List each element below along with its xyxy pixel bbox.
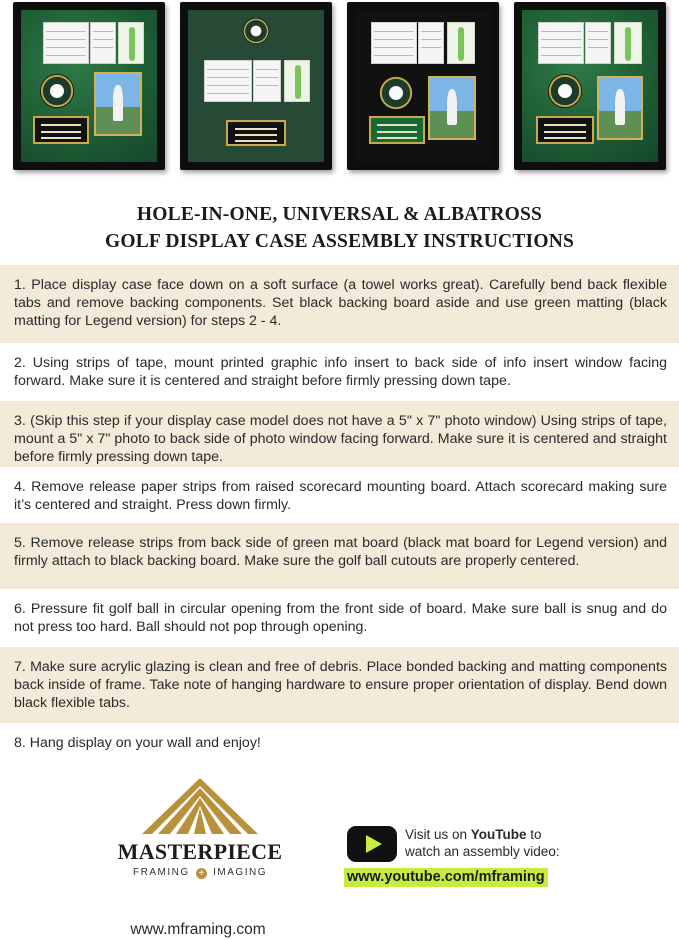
step-1: 1. Place display case face down on a soft surface (a towel works great). Carefully bend back flexible tabs and remove backing components. Set black backing board aside and use green matting (black matting for Legend version) for steps 2 - 4. [0, 265, 679, 343]
step-2: 2. Using strips of tape, mount printed graphic info insert to back side of info insert window facing forward. Make sure it is centered and straight before firmly pressing down tape. [14, 355, 667, 389]
pyramid-icon [112, 776, 288, 838]
page-title [0, 201, 679, 255]
youtube-brand: YouTube [470, 827, 527, 842]
step-4: 4. Remove release paper strips from raised scorecard mounting board. Attach scorecard making sure it’s centered and straight. Press down firmly. [14, 479, 667, 513]
display-case-albatross-image [514, 2, 666, 170]
plus-icon: + [196, 868, 207, 879]
step-8: 8. Hang display on your wall and enjoy! [14, 735, 261, 751]
step-5: 5. Remove release strips from back side of green mat board (black mat board for Legend version) and firmly attach to black backing board. Make sure the golf ball cutouts are properly centered. [0, 523, 679, 589]
step-6: 6. Pressure fit golf ball in circular opening from the front side of board. Make sure ball is snug and do not press too hard. Ball should not pop through opening. [14, 601, 667, 635]
play-button-icon[interactable] [347, 826, 397, 862]
youtube-caption [405, 826, 560, 860]
masterpiece-logo [112, 776, 288, 886]
display-case-universal-image [180, 2, 332, 170]
youtube-caption-line-2: watch an assembly video: [405, 844, 560, 859]
title-line-1: HOLE-IN-ONE, UNIVERSAL & ALBATROSS [136, 204, 543, 225]
youtube-link[interactable]: www.youtube.com/mframing [344, 868, 548, 887]
step-7: 7. Make sure acrylic glazing is clean and free of debris. Place bonded backing and matting components back inside of frame. Take note of hanging hardware to ensure proper orientation of display. Bend down black flexible tabs. [0, 647, 679, 723]
website-link[interactable]: www.mframing.com [130, 921, 266, 938]
logo-tagline [112, 867, 288, 879]
youtube-caption-prefix: Visit us on [405, 827, 471, 842]
youtube-caption-suffix: to [526, 827, 542, 842]
product-images-row [0, 0, 679, 180]
title-line-2: GOLF DISPLAY CASE ASSEMBLY INSTRUCTIONS [104, 231, 575, 252]
display-case-legend-image [347, 2, 499, 170]
display-case-hole-in-one-image [13, 2, 165, 170]
logo-tagline-left: FRAMING [132, 867, 190, 878]
logo-tagline-right: IMAGING [213, 867, 267, 878]
step-3: 3. (Skip this step if your display case model does not have a 5" x 7" photo window) Using strips of tape, mount a 5" x 7" photo to back side of photo window facing forward. Make sure it is centered and straight before firmly pressing down tape. [0, 401, 679, 467]
logo-wordmark: MASTERPIECE [117, 839, 283, 864]
